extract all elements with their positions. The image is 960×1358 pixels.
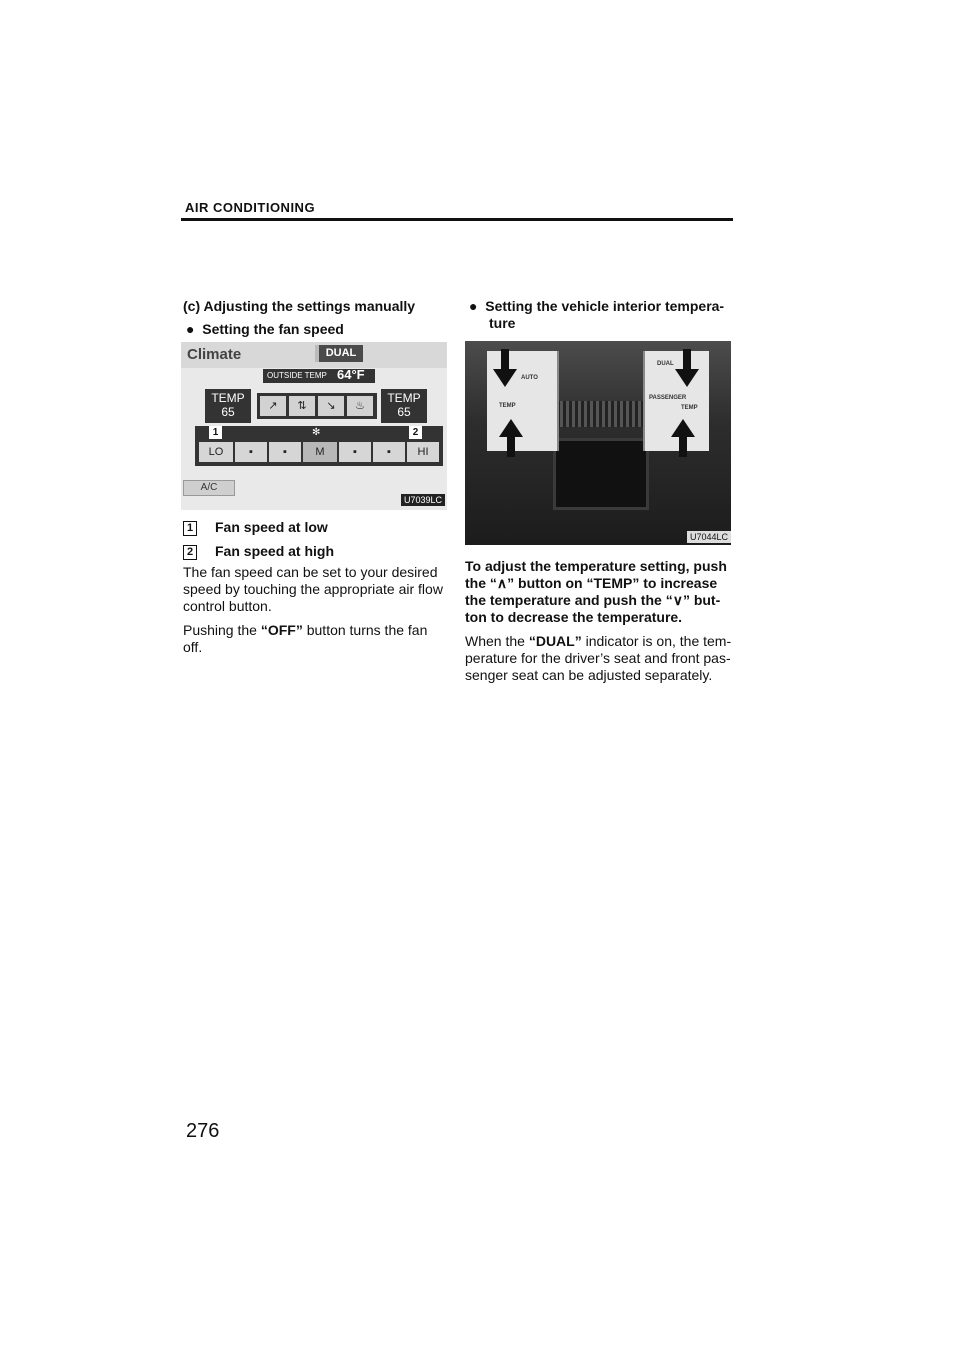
bullet-fan-speed [186,321,344,337]
center-vent [557,401,643,427]
climate-title: Climate [187,346,242,363]
marker-1: 1 [209,426,222,439]
left-panel-temp-label: TEMP [499,403,516,409]
temp-right-value: 65 [397,405,411,419]
arrow-shaft-right-top [683,349,691,371]
fan-speed-paragraph: The fan speed can be set to your desired speed by touching the appropriate air flow control button. [183,564,443,614]
display-screen [553,438,649,510]
right-body [465,558,733,691]
face-mode-icon: ↗ [260,396,286,416]
left-panel-auto-label: AUTO [521,375,538,381]
temperature-instruction: To adjust the temperature setting, push the “∧” button on “TEMP” to increase the temperature and push the “∨” but-ton to decrease the temperature. [465,558,727,625]
arrow-shaft-left-top [501,349,509,371]
dual-button: DUAL [315,345,363,362]
fan-cell-2: ▪ [235,442,267,462]
arrow-down-left-icon [493,369,517,387]
fan-cell-hi: HI [407,442,439,462]
bullet-icon: ● [186,321,203,337]
arrow-up-left-icon [499,419,523,437]
dual-para-bold: “DUAL” [528,633,582,649]
figure-code-left: U7039LC [401,494,445,506]
outside-temp-label: OUTSIDE TEMP [263,369,375,383]
bilevel-mode-icon: ⇅ [289,396,315,416]
para2-post: button turns the fan off. [183,622,428,655]
feet-mode-icon: ↘ [318,396,344,416]
bullet-fan-speed-text: Setting the fan speed [202,321,344,337]
right-panel-temp-label: TEMP [681,405,698,411]
bullet-interior-temp [469,298,735,332]
arrow-up-right-icon [671,419,695,437]
subheading: (c) Adjusting the settings manually [183,298,416,314]
para2-bold: “OFF” [260,622,303,638]
left-legend [183,519,449,567]
off-button-paragraph [183,622,447,656]
legend-text-1: Fan speed at low [215,519,328,535]
fan-cell-3: ▪ [269,442,301,462]
bullet-interior-temp-line2: ture [489,315,516,331]
bullet-icon-2: ● [469,298,486,314]
para2-pre: Pushing the [183,622,261,638]
fan-cell-lo: LO [199,442,233,462]
legend-text-2: Fan speed at high [215,543,335,559]
fan-icon: ✻ [312,427,321,438]
arrow-shaft-left-bottom [507,437,515,457]
ac-button: A/C [183,480,235,496]
arrow-down-right-icon [675,369,699,387]
dashboard-photo-figure [465,341,731,545]
dual-para-post: indicator is on, the tem-perature for the driver’s seat and front pas-senger seat can be adjusted separately. [465,633,732,683]
airflow-mode-buttons [257,393,377,419]
arrow-shaft-right-bottom [679,437,687,457]
section-header: AIR CONDITIONING [185,200,316,215]
left-control-panel [487,351,559,451]
page-number: 276 [186,1120,220,1142]
temp-right-label: TEMP [387,391,421,405]
bullet-line1-text: Setting the vehicle interior tempera- [485,298,725,314]
right-panel-passenger-label: PASSENGER [649,395,687,401]
marker-2: 2 [409,426,422,439]
fan-cell-m: M [303,442,337,462]
bullet-interior-temp-line1 [469,298,735,315]
fan-cell-6: ▪ [373,442,405,462]
outside-temp-value: 64°F [337,367,365,382]
right-panel-dual-label: DUAL [657,361,674,367]
figure-code-right: U7044LC [687,531,731,543]
dual-para-pre: When the [465,633,529,649]
legend-num-1: 1 [183,521,197,536]
legend-num-2: 2 [183,545,197,560]
left-body [183,564,447,663]
climate-screen-figure [181,342,447,510]
header-rule [181,218,733,221]
temp-left-box [205,389,251,423]
legend-item-2 [183,543,449,560]
temp-left-label: TEMP [211,391,245,405]
fan-cell-5: ▪ [339,442,371,462]
legend-item-1 [183,519,449,536]
fan-speed-row [199,442,439,464]
temp-left-value: 65 [221,405,235,419]
defrost-mode-icon: ♨ [347,396,373,416]
temp-right-box [381,389,427,423]
fan-speed-bar [195,426,443,466]
dual-paragraph [465,633,733,684]
